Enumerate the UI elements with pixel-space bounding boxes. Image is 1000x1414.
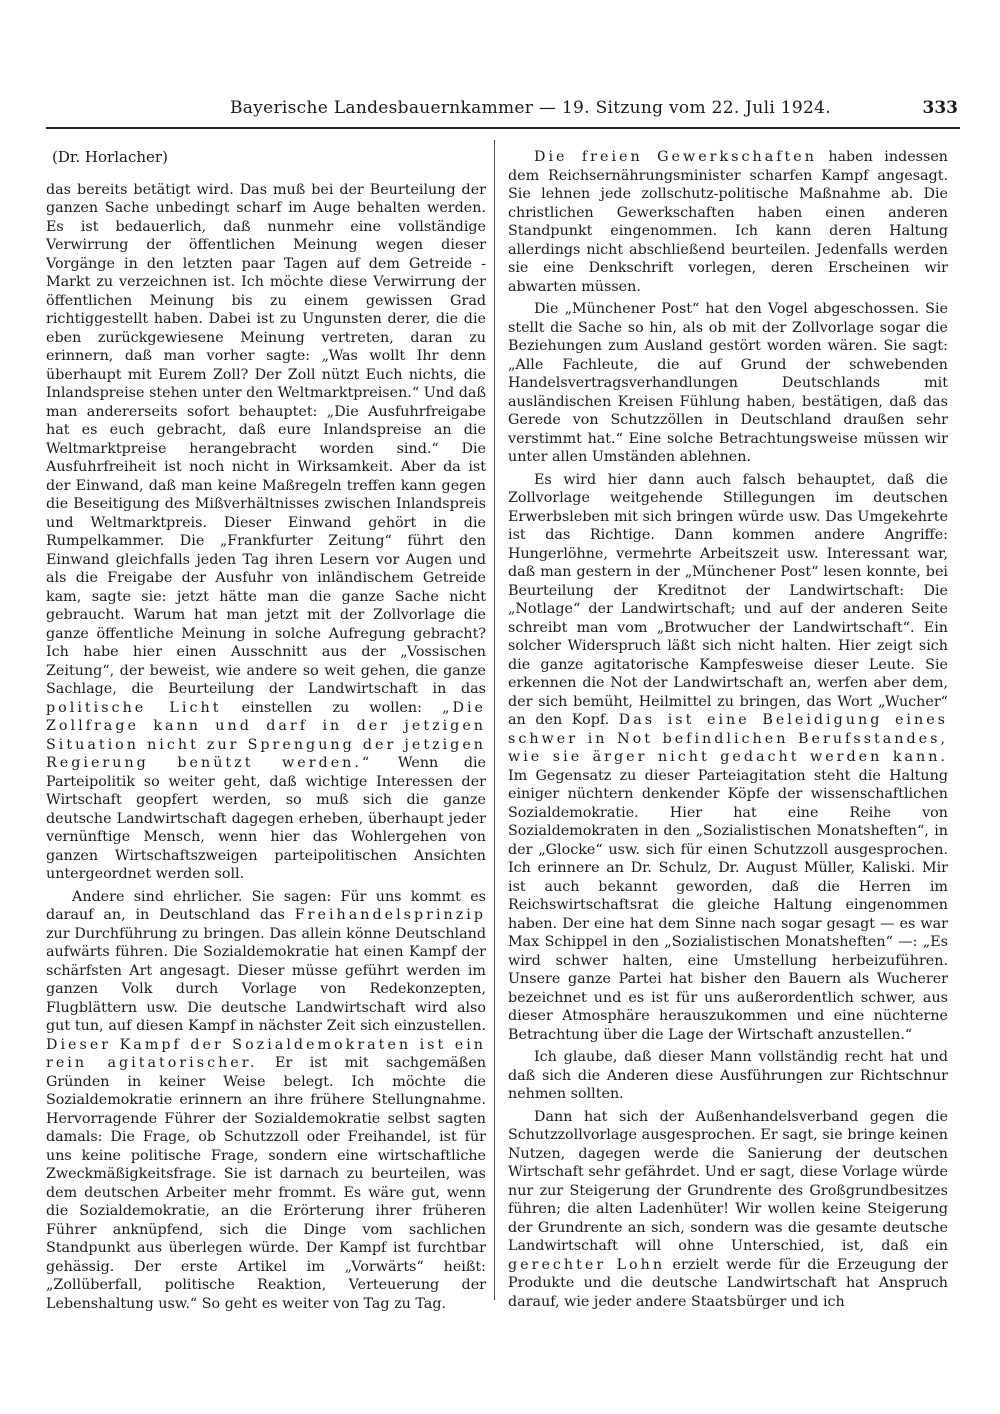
paragraph-text: Er ist mit sachgemäßen Gründen in keiner Weise belegt. Ich möchte die Sozialdemokratie erinnern an ihre frühere Stellungnahme. Hervorragende Führer der Sozialdemokratie selbst sagten damals: Die Frage, ob Schutzzoll oder Freihandel, ist für uns keine politische Frage, sondern eine wirtschaftliche Zweckmäßigkeitsfrage. Sie ist darnach zu beurteilen, was dem deutschen Arbeiter mehr frommt. Es wäre gut, wenn die Sozialdemokratie, an die Erörterung ihrer früheren Führer anknüpfend, sich die Dinge vom sachlichen Standpunkt aus überlegen würde. Der Kampf ist furchtbar gehässig. Der erste Artikel im „Vorwärts“ heißt: „Zollüberfall, politische Reaktion, Verteuerung der Lebenshaltung usw.“ So geht es weiter von Tag zu Tag. (46, 1055, 487, 1312)
speaker-label: (Dr. Horlacher) (52, 148, 168, 166)
paragraph-text: Ich glaube, daß dieser Mann vollständig recht hat und daß sich die Anderen diese Ausführungen zur Richtschnur nehmen sollten. (508, 1049, 948, 1102)
spaced-emphasis: politische Licht (46, 699, 222, 716)
page-number: 333 (922, 98, 958, 118)
paragraph-text: Dann hat sich der Außenhandelsverband gegen die Schutzzollvorlage ausgesprochen. Er sagt, sie bringe keinen Nutzen, dagegen werde die Sanierung der deutschen Wirtschaft sehr gefährdet. Und er sagt, diese Vorlage würde nur zur Steigerung der Grundrente des Großgrundbesitzes führen; die alten Ladenhüter! Wir wollen keine Steigerung der Grundrente an sich, sondern was die gesamte deutsche Landwirtschaft will ohne Unterschied, ist, daß ein (508, 1108, 948, 1254)
paragraph-text: erzielt werde für die Erzeugung der Produkte und die deutsche Landwirtschaft hat Anspruch darauf, wie jeder andere Staatsbürger und ich (508, 1256, 948, 1310)
spaced-emphasis: gerechter Lohn (508, 1256, 666, 1273)
spaced-emphasis: Das ist eine Beleidigung eines schwer in Not befindlichen Berufsstandes, wie sie ärger nicht gedacht werden kann. (508, 712, 948, 765)
column-divider (494, 140, 495, 1300)
paragraph-text: Im Gegensatz zu dieser Parteiagitation steht die Haltung einiger nüchtern denkender Köpfe der wissenschaftlichen Sozialdemokratie. Hier hat eine Reihe von Sozialdemokraten in den „Sozialistischen Monatsheften“, in der „Glocke“ usw. sich für einen Schutzzoll ausgesprochen. Ich erinnere an Dr. Schulz, Dr. August Müller, Kaliski. Mir ist auch bekannt geworden, daß die Herren im Reichswirtschaftsrat die gleiche Haltung eingenommen haben. Der eine hat dem Sinne nach sogar gesagt — es war Max Schippel in den „Sozialistischen Monatsheften“ —: „Es wird schwer halten, eine Umstellung herbeizuführen. Unsere ganze Partei hat bisher den Bauern als Wucherer bezeichnet und es ist für uns außerordentlich schwer, aus dieser Atmosphäre herauszukommen und eine nüchterne Betrachtung über die Lage der Wirtschaft anzustellen.“ (508, 767, 948, 1043)
running-title: Bayerische Landesbauernkammer — 19. Sitzung vom 22. Juli 1924. (230, 98, 831, 118)
spaced-emphasis: Dieser Kampf der Sozialdemokraten ist ein rein agitatorischer. (46, 1036, 486, 1071)
header-rule (46, 127, 960, 129)
paragraph-text: Andere sind ehrlicher. Sie sagen: Für uns kommt es darauf an, in Deutschland das (46, 888, 486, 923)
paragraph (46, 181, 486, 884)
spaced-emphasis: „Die Zollfrage kann und darf in der jetzigen Situation nicht zur Sprengung der jetzigen Regierung benützt werden.“ (46, 699, 486, 771)
paragraph (508, 471, 948, 1045)
spaced-emphasis: Die freien Gewerkschaften (534, 149, 817, 165)
paragraph (508, 148, 948, 296)
paragraph-text: Es wird hier dann auch falsch behauptet, daß die Zollvorlage weitgehende Stillegungen im deutschen Erwerbsleben mit sich bringen würde usw. Das Umgekehrte ist das Richtige. Dann kommen andere Angriffe: Hungerlöhne, vermehrte Arbeitszeit usw. Interessant war, daß man gestern in der „Münchener Post“ lesen konnte, bei Beurteilung der Kreditnot der Landwirtschaft: Die „Notlage“ der Landwirtschaft; und auf der anderen Seite schreibt man vom „Brotwucher der Landwirtschaft“. Ein solcher Widerspruch läßt sich nicht halten. Hier zeigt sich die ganze agitatorische Kampfesweise dieser Leute. Sie erkennen die Not der Landwirtschaft an, werfen aber dem, der sich bemüht, Heilmittel zu bringen, das Wort „Wucher“ an den Kopf. (508, 471, 948, 728)
paragraph-text: Die „Münchener Post“ hat den Vogel abgeschossen. Sie stellt die Sache so hin, als ob mit der Zollvorlage sogar die Beziehungen zum Ausland gestört worden wären. Sie sagt: „Alle Fachleute, die auf Grund der schwebenden Handelsvertragsverhandlungen Deutschlands mit ausländischen Kreisen Fühlung haben, bestätigen, daß das Gerede von Schutzzöllen in Deutschland draußen sehr verstimmt hat.“ Eine solche Betrachtungsweise müssen wir unter allen Umständen ablehnen. (508, 301, 948, 465)
paragraph (508, 1108, 948, 1312)
spaced-emphasis: Freihandelsprinzip (294, 907, 487, 923)
paragraph-text: haben indessen dem Reichsernährungsminister scharfen Kampf angesagt. Sie lehnen jede zollschutz-politische Maßnahme ab. Die christlichen Gewerkschaften haben einen anderen Standpunkt eingenommen. Ich kann deren Haltung allerdings nicht abschließend beurteilen. Jedenfalls werden sie eine Denkschrift vorlegen, deren Erscheinen wir abwarten müssen. (508, 149, 948, 295)
paragraph (46, 888, 486, 1314)
left-column (46, 148, 486, 1317)
paragraph (508, 1048, 948, 1104)
paragraph-text: Wenn die Parteipolitik so weiter geht, daß wichtige Interessen der Wirtschaft geopfert werden, so muß sich die ganze deutsche Landwirtschaft dagegen erheben, überhaupt jeder vernünftige Mensch, wenn hier das Wohlergehen von ganzen Wirtschaftszweigen parteipolitischen Ansichten untergeordnet werden soll. (46, 755, 486, 882)
paragraph (508, 300, 948, 467)
paragraph-text: zur Durchführung zu bringen. Das allein könne Deutschland aufwärts führen. Die Sozialdemokratie hat einen Kampf der schärfsten Art angesagt. Dieser müsse geführt werden im ganzen Volk durch Vorlage von Redekonzepten, Flugblättern usw. Die deutsche Landwirtschaft wird also gut tun, auf diesen Kampf in nächster Zeit sich einzustellen. (46, 925, 486, 1034)
paragraph-text: einstellen zu wollen: (241, 699, 422, 716)
right-column (508, 148, 948, 1315)
paragraph-text: das bereits betätigt wird. Das muß bei der Beurteilung der ganzen Sache unbedingt scharf im Auge behalten werden. Es ist bedauerlich, daß nunmehr eine vollständige Verwirrung der öffentlichen Meinung wegen dieser Vorgänge in den letzten paar Tagen auf dem Getreide - Markt zu verzeichnen ist. Ich möchte diese Verwirrung der öffentlichen Meinung bis zu einem gewissen Grad richtiggestellt haben. Dabei ist zu Ungunsten derer, die die eben zurückgewiesene Meinung vertreten, daran zu erinnern, daß man vorher sagte: „Was wollt Ihr denn überhaupt mit Eurem Zoll? Der Zoll nützt Euch nichts, die Inlandspreise stehen unter den Weltmarktpreisen.“ Und daß man andererseits sofort behauptet: „Die Ausfuhrfreigabe hat es euch gebracht, daß eure Inlandspreise an die Weltmarktpreise herangebracht worden sind.“ Die Ausfuhrfreiheit ist noch nicht in Wirksamkeit. Aber da ist der Einwand, daß man keine Maßregeln treffen kann gegen die Beseitigung des Mißverhältnisses zwischen Inlandspreis und Weltmarktpreis. Dieser Einwand gehört in die Rumpelkammer. Die „Frankfurter Zeitung“ führt den Einwand gleichfalls jeden Tag ihren Lesern vor Augen und als die Freigabe der Ausfuhr von inländischem Getreide kam, sagte sie: jetzt hätte man die ganze Sache nicht gebraucht. Warum hat man jetzt mit der Zollvorlage die ganze öffentliche Meinung in solche Aufregung gebracht? Ich habe hier einen Ausschnitt aus der „Vossischen Zeitung“, der beweist, wie andere so weit gehen, die ganze Sachlage, die Beurteilung der Landwirtschaft in das (46, 181, 486, 697)
